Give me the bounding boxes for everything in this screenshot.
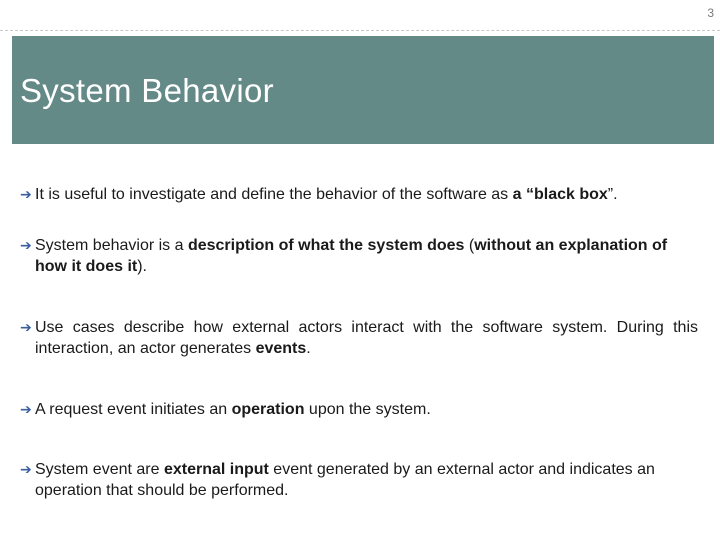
bullet-item <box>20 399 698 420</box>
right-arrow-icon: ➔ <box>20 319 32 335</box>
right-arrow-icon: ➔ <box>20 237 32 253</box>
bullet-text: ). <box>137 258 147 275</box>
bullet-emphasis: without an explanation of how it does it <box>35 237 668 275</box>
bullet-emphasis: description of what the system does <box>187 237 465 254</box>
page-number: 3 <box>707 6 714 20</box>
right-arrow-icon: ➔ <box>20 401 32 417</box>
bullet-item <box>20 235 698 277</box>
bullet-text: It is useful to investigate and define the behavior of the software as <box>35 186 513 203</box>
bullet-emphasis: operation <box>231 401 305 418</box>
bullet-item <box>20 459 698 501</box>
bullet-emphasis: events <box>255 340 307 357</box>
bullet-item <box>20 184 698 205</box>
slide-title: System Behavior <box>20 72 274 109</box>
bullet-text: ”. <box>607 186 618 203</box>
bullet-item <box>20 317 698 359</box>
right-arrow-icon: ➔ <box>20 461 32 477</box>
bullet-text: Use cases describe how external actors interact with the software system. During this interaction, an actor generates <box>35 319 698 357</box>
top-divider <box>0 30 720 31</box>
bullet-emphasis: a “black box <box>512 186 608 203</box>
right-arrow-icon: ➔ <box>20 186 32 202</box>
bullet-text: System event are <box>35 461 164 478</box>
title-banner <box>12 36 714 144</box>
bullet-emphasis: external input <box>163 461 269 478</box>
bullet-text: A request event initiates an <box>35 401 232 418</box>
bullet-list <box>20 184 698 501</box>
bullet-text: . <box>306 340 311 357</box>
bullet-text: upon the system. <box>304 401 431 418</box>
bullet-text: event generated by an external actor and indicates an operation that should be performed. <box>35 461 655 499</box>
bullet-text: System behavior is a <box>35 237 188 254</box>
bullet-text: ( <box>464 237 475 254</box>
